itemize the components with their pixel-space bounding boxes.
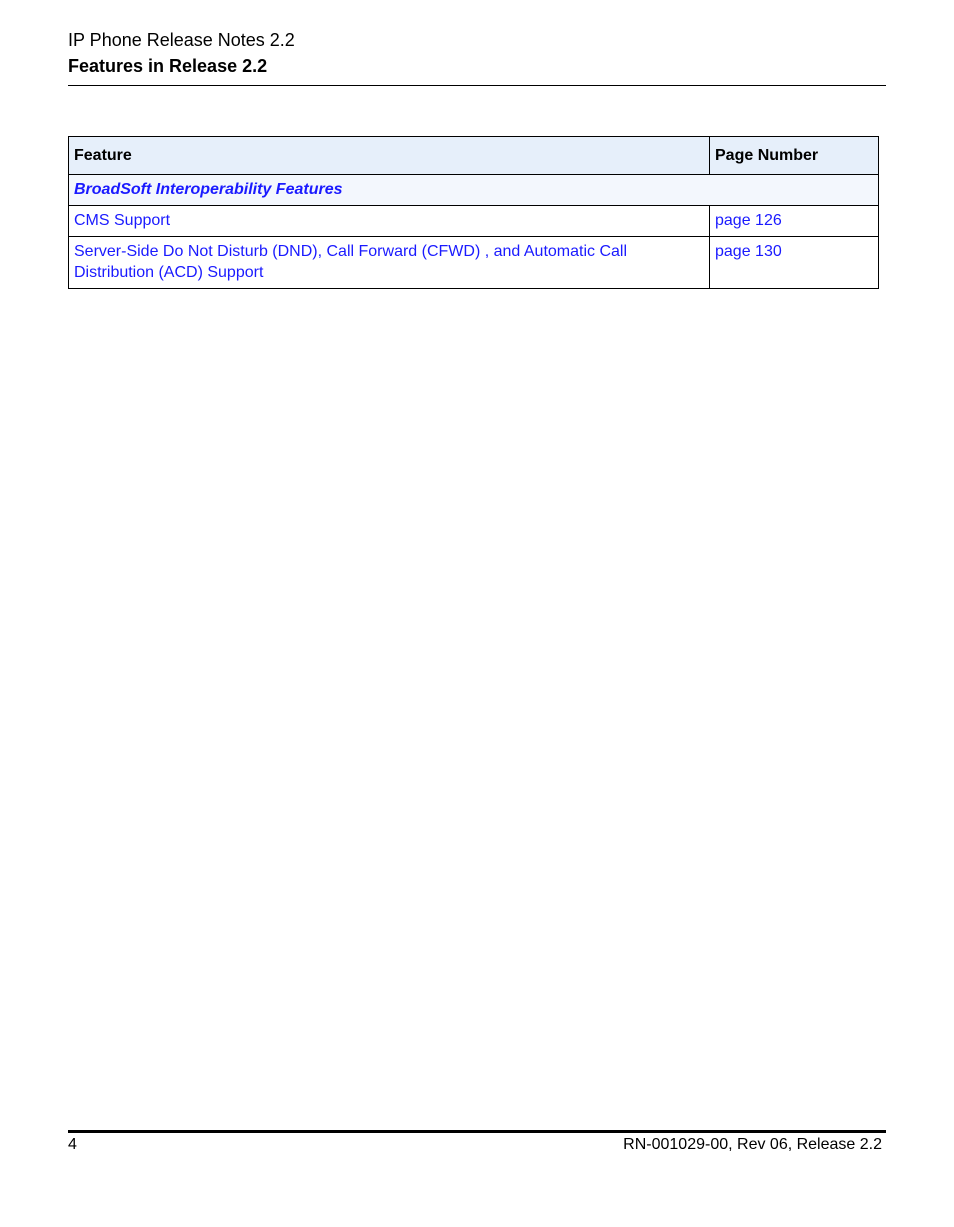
column-header-page-number: Page Number xyxy=(710,137,879,175)
page-link-126[interactable]: page 126 xyxy=(715,212,782,229)
column-header-feature: Feature xyxy=(69,137,710,175)
footer-document-id: RN-001029-00, Rev 06, Release 2.2 xyxy=(623,1136,882,1153)
footer-divider xyxy=(68,1130,886,1133)
document-title: IP Phone Release Notes 2.2 xyxy=(68,30,295,50)
feature-cell xyxy=(69,237,710,289)
feature-cell xyxy=(69,206,710,237)
page-cell xyxy=(710,206,879,237)
features-table xyxy=(68,136,879,289)
header-divider xyxy=(68,85,886,86)
feature-link-cms-support[interactable]: CMS Support xyxy=(74,212,171,229)
table-row xyxy=(69,237,879,289)
section-title: Features in Release 2.2 xyxy=(68,56,268,76)
table-group-row xyxy=(69,175,879,206)
table-header-row xyxy=(69,137,879,175)
page-cell xyxy=(710,237,879,289)
page-link-130[interactable]: page 130 xyxy=(715,243,782,260)
footer-page-number: 4 xyxy=(68,1136,77,1153)
table-row xyxy=(69,206,879,237)
feature-link-server-side-dnd-cfwd-acd[interactable]: Server-Side Do Not Disturb (DND), Call Forward (CFWD) , and Automatic Call Distribution (ACD) Support xyxy=(74,243,628,281)
group-link[interactable]: BroadSoft Interoperability Features xyxy=(74,181,343,198)
group-label-broadsoft[interactable] xyxy=(69,175,879,206)
